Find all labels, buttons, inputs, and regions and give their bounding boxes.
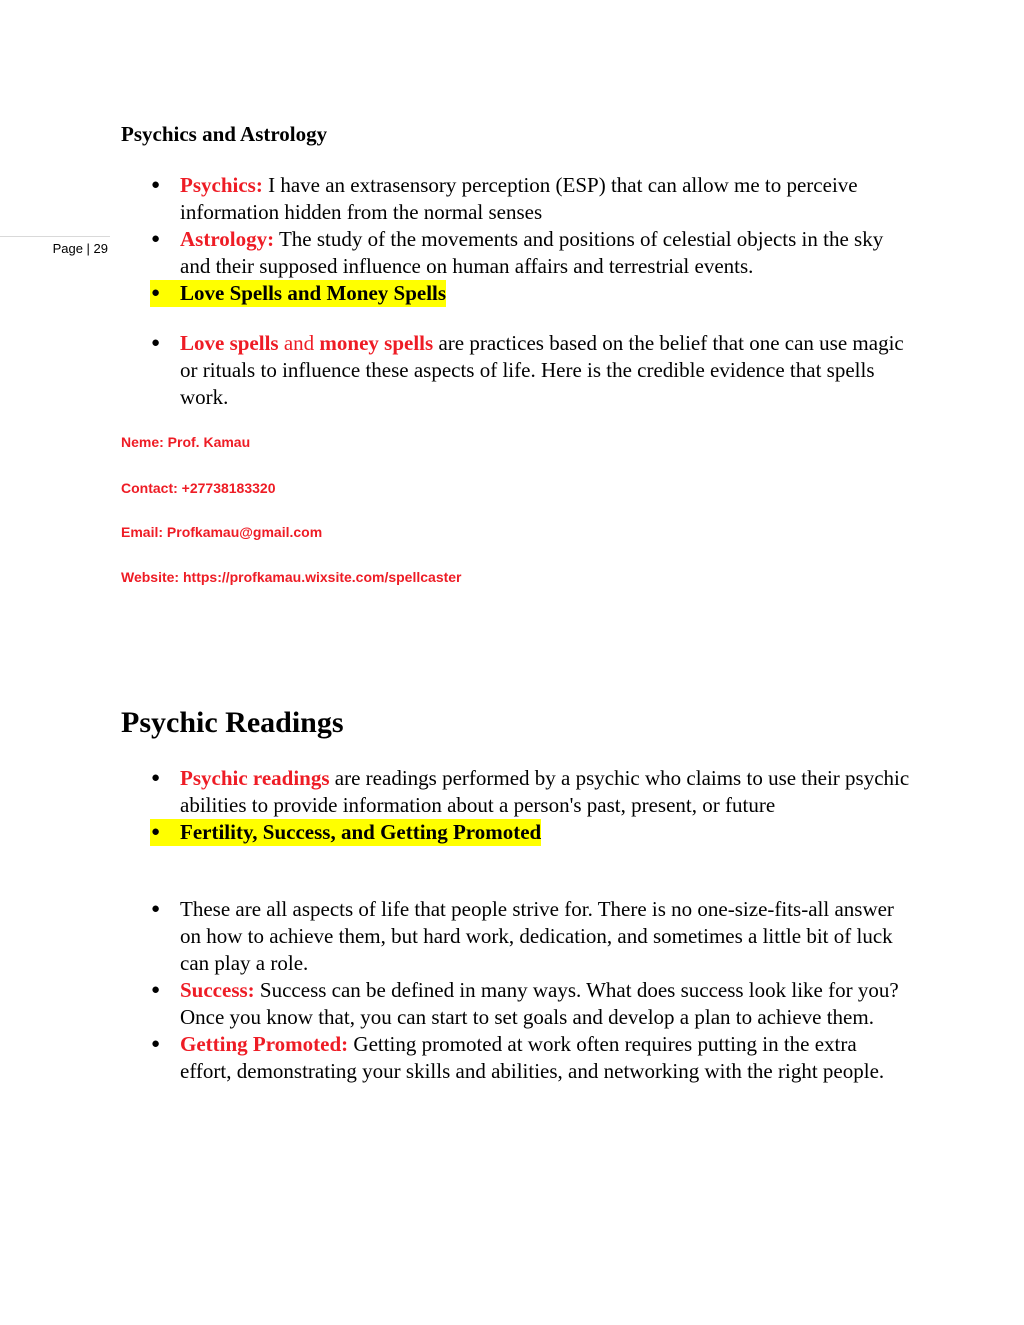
term-success: Success: — [180, 978, 255, 1002]
bullet-icon: ● — [151, 770, 161, 786]
bullet-icon: ● — [151, 982, 161, 998]
page-number-label: Page | 29 — [52, 241, 108, 256]
contact-phone: Contact: +27738183320 — [121, 480, 276, 496]
bullet-icon: ● — [151, 231, 161, 247]
section-title-psychic-readings: Psychic Readings — [121, 706, 344, 739]
list-item — [150, 765, 910, 819]
bullet-icon: ● — [151, 901, 161, 917]
list-item — [150, 896, 910, 977]
list-item — [150, 1031, 910, 1085]
highlight-love-money-spells: Love Spells and Money Spells — [180, 281, 447, 305]
term-money-spells: money spells — [319, 331, 434, 355]
desc-getting-promoted: Getting promoted at work often requires putting in the extra effort, demonstrating your skills and abilities, and networking with the right people. — [180, 1032, 885, 1083]
bullet-icon: ● — [151, 824, 161, 840]
desc-success: Success can be defined in many ways. What does success look like for you? Once you know that, you can start to set goals and develop a plan to achieve them. — [180, 978, 899, 1029]
bullet-icon: ● — [151, 285, 161, 301]
desc-life-aspects: These are all aspects of life that people strive for. There is no one-size-fits-all answer on how to achieve them, but hard work, dedication, and sometimes a little bit of luck can play a role. — [180, 897, 894, 975]
desc-psychics: I have an extrasensory perception (ESP) that can allow me to perceive information hidden from the normal senses — [180, 173, 858, 224]
list-item — [150, 977, 910, 1031]
psychics-astrology-list — [150, 172, 910, 307]
list-item — [150, 330, 910, 411]
life-aspects-list — [150, 896, 910, 1085]
joiner-and: and — [278, 331, 320, 355]
highlight-fertility-success: Fertility, Success, and Getting Promoted — [180, 820, 542, 844]
list-item-highlighted — [150, 280, 910, 307]
contact-website: Website: https://profkamau.wixsite.com/spellcaster — [121, 569, 462, 585]
section-title-psychics-astrology: Psychics and Astrology — [121, 122, 328, 146]
bullet-icon: ● — [151, 1036, 161, 1052]
list-item — [150, 226, 910, 280]
list-item — [150, 172, 910, 226]
term-psychics: Psychics: — [180, 173, 263, 197]
list-item-highlighted — [150, 819, 910, 846]
term-getting-promoted: Getting Promoted: — [180, 1032, 349, 1056]
desc-astrology: The study of the movements and positions of celestial objects in the sky and their supposed influence on human affairs and terrestrial events. — [180, 227, 884, 278]
bullet-icon: ● — [151, 177, 161, 193]
desc-spells: are practices based on the belief that one can use magic or rituals to influence these aspects of life. Here is the credible evidence that spells work. — [180, 331, 904, 409]
term-love-spells: Love spells — [180, 331, 279, 355]
contact-name: Neme: Prof. Kamau — [121, 434, 251, 450]
term-astrology: Astrology: — [180, 227, 275, 251]
psychic-readings-list — [150, 765, 910, 846]
term-psychic-readings: Psychic readings — [180, 766, 330, 790]
spells-paragraph-list — [150, 330, 910, 411]
contact-email: Email: Profkamau@gmail.com — [121, 524, 323, 540]
bullet-icon: ● — [151, 335, 161, 351]
page-number — [0, 236, 110, 256]
desc-psychic-readings: are readings performed by a psychic who claims to use their psychic abilities to provide information about a person's past, present, or future — [180, 766, 910, 817]
